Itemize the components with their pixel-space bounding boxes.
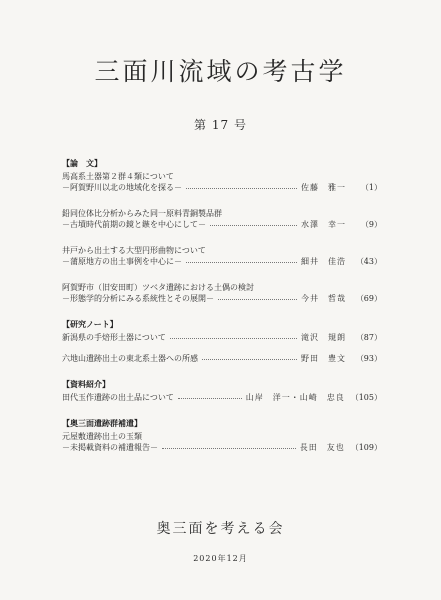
entry-title: 鉛同位体比分析からみた同一原料青銅製品群: [62, 209, 222, 218]
entry-subtitle: －形態学的分析にみる系統性とその展開－: [62, 294, 214, 303]
entry-author: 細井 佳浩: [301, 257, 346, 266]
entry-page: （109）: [350, 443, 382, 452]
toc-entry: [62, 171, 382, 193]
entry-subline: [62, 332, 382, 343]
section-heading-research-notes: 【研究ノート】: [62, 320, 118, 329]
toc-entry: [62, 282, 382, 304]
entry-title: 田代玉作遺跡の出土品について: [62, 393, 174, 402]
issue-number: 第 17 号: [194, 118, 247, 132]
toc-entry: [62, 392, 382, 403]
dot-leader: [186, 188, 297, 189]
dot-leader: [218, 299, 297, 300]
entry-subline: [62, 353, 382, 364]
dot-leader: [202, 359, 297, 360]
entry-subline: [62, 256, 382, 267]
dot-leader: [178, 398, 242, 399]
entry-author: 佐藤 雅一: [301, 183, 346, 192]
entry-title: 元屋敷遺跡出土の玉類: [62, 432, 142, 441]
entry-author: 滝沢 規朗: [301, 333, 346, 342]
entry-page: （9）: [360, 220, 382, 229]
entry-subtitle: －古墳時代前期の鏡と鏃を中心にして－: [62, 220, 206, 229]
entry-subline: [62, 219, 382, 230]
entry-subtitle: －蒲原地方の出土事例を中心に－: [62, 257, 182, 266]
entry-subline: [62, 293, 382, 304]
section-heading-papers: 【論 文】: [62, 159, 102, 168]
entry-page: （43）: [355, 257, 382, 266]
entry-title: 井戸から出土する大型円形曲物について: [62, 246, 206, 255]
section-heading-supplement: 【奥三面遺跡群補遺】: [62, 419, 142, 428]
entry-page: （105）: [350, 393, 382, 402]
entry-page: （93）: [355, 354, 382, 363]
entry-subline: [62, 182, 382, 193]
entry-subtitle: －未掲載資料の補遺報告－: [62, 443, 158, 452]
dot-leader: [162, 448, 296, 449]
entry-author: 今井 哲哉: [301, 294, 346, 303]
entry-author: 長田 友也: [299, 443, 345, 452]
publication-date: 2020年12月: [193, 554, 248, 563]
entry-subline: [62, 442, 382, 453]
entry-title: 馬高系土器第２群４類について: [62, 172, 174, 181]
section-heading-materials: 【資料紹介】: [62, 380, 110, 389]
dot-leader: [186, 262, 297, 263]
entry-page: （87）: [355, 333, 382, 342]
entry-title: 阿賀野市（旧安田町）ツベタ遺跡における土偶の検討: [62, 283, 254, 292]
entry-author: 水澤 幸一: [301, 220, 346, 229]
toc-entry: [62, 431, 382, 453]
entry-author: 野田 豊文: [301, 354, 346, 363]
entry-subtitle: －阿賀野川以北の地域化を探る－: [62, 183, 182, 192]
entry-title: 新潟県の手焙形土器について: [62, 333, 166, 342]
entry-page: （69）: [355, 294, 382, 303]
dot-leader: [170, 338, 297, 339]
table-of-contents: [62, 158, 382, 468]
journal-title: 三面川流域の考古学: [94, 57, 347, 86]
toc-entry: [62, 332, 382, 343]
entry-page: （1）: [360, 183, 382, 192]
publisher-name: 奥三面を考える会: [156, 521, 285, 537]
toc-entry: [62, 245, 382, 267]
entry-author: 山岸 洋一・山崎 忠良: [245, 393, 345, 402]
dot-leader: [210, 225, 297, 226]
toc-entry: [62, 353, 382, 364]
entry-subline: [62, 392, 382, 403]
toc-entry: [62, 208, 382, 230]
entry-title: 六地山遺跡出土の東北系土器への所感: [62, 354, 198, 363]
